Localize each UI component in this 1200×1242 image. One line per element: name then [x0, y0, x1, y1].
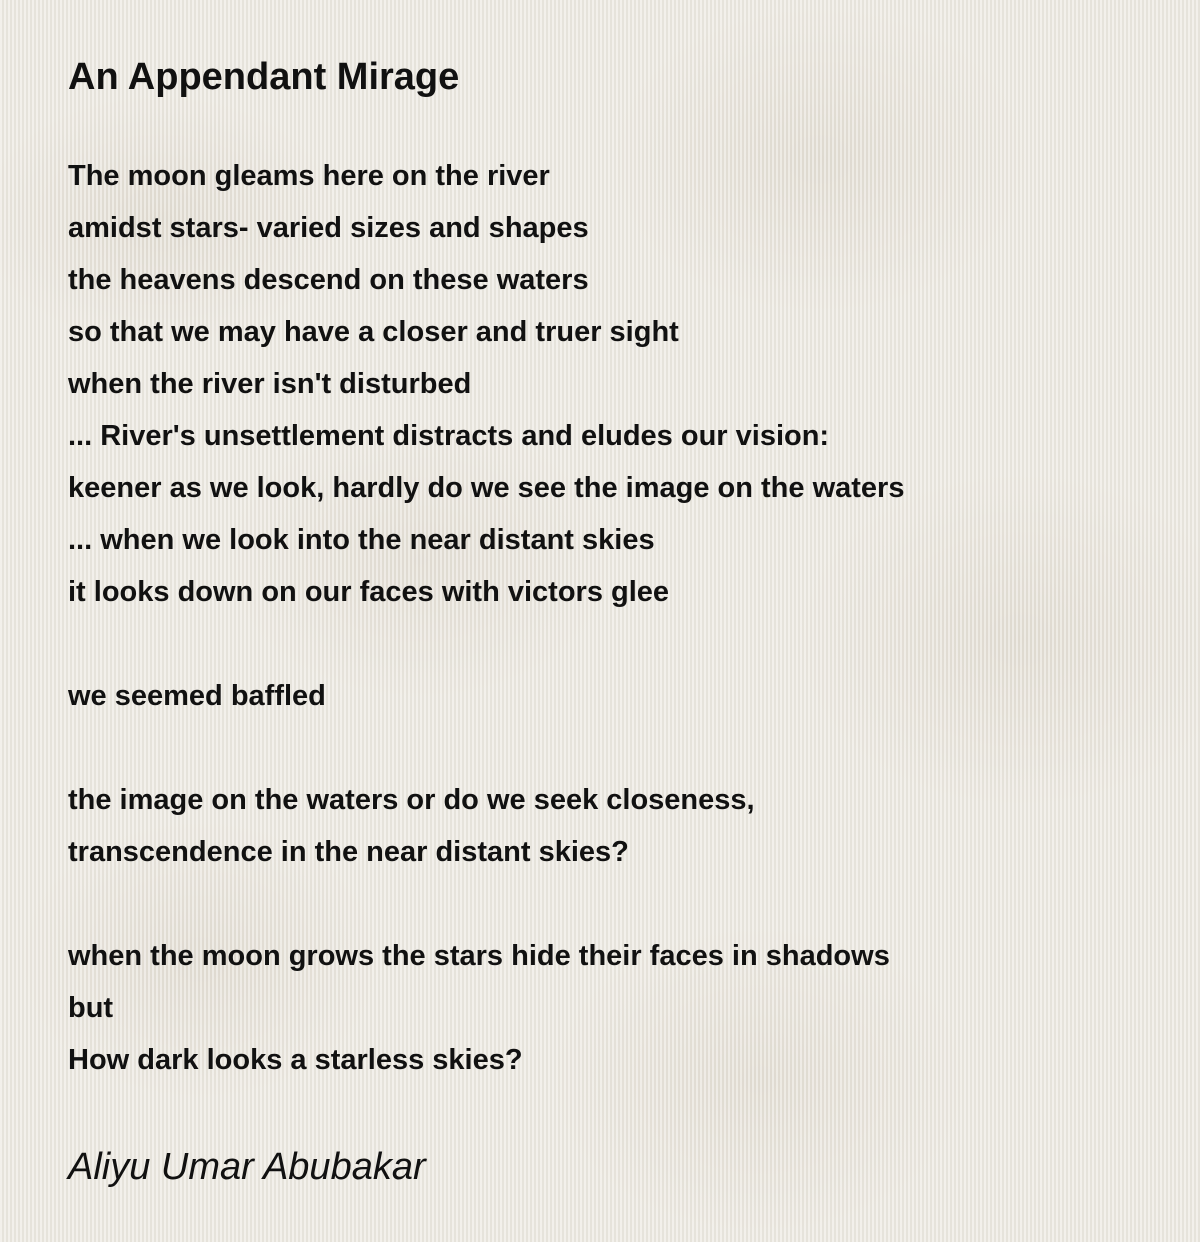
poem-line: ... when we look into the near distant skies — [68, 524, 655, 556]
poem-author: Aliyu Umar Abubakar — [68, 1146, 426, 1188]
poem-line: the heavens descend on these waters — [68, 264, 589, 296]
poem-body — [68, 150, 904, 1086]
poem-line: keener as we look, hardly do we see the image on the waters — [68, 472, 905, 504]
stanza-break — [68, 878, 904, 930]
poem-title: An Appendant Mirage — [68, 56, 460, 98]
poem-line: ... River's unsettlement distracts and eludes our vision: — [68, 420, 830, 452]
poem-line: The moon gleams here on the river — [68, 160, 550, 192]
poem-line: it looks down on our faces with victors glee — [68, 576, 670, 608]
poem-line: so that we may have a closer and truer sight — [68, 316, 679, 348]
poem-line: when the moon grows the stars hide their faces in shadows — [68, 940, 890, 972]
poem-line: when the river isn't disturbed — [68, 368, 472, 400]
poem-line: How dark looks a starless skies? — [68, 1044, 523, 1076]
poem-line: but — [68, 992, 114, 1024]
poem-line: amidst stars- varied sizes and shapes — [68, 212, 589, 244]
stanza-break — [68, 618, 904, 670]
poem-line: transcendence in the near distant skies? — [68, 836, 629, 868]
poem-line: we seemed baffled — [68, 680, 326, 712]
stanza-break — [68, 722, 904, 774]
poem-line: the image on the waters or do we seek closeness, — [68, 784, 755, 816]
